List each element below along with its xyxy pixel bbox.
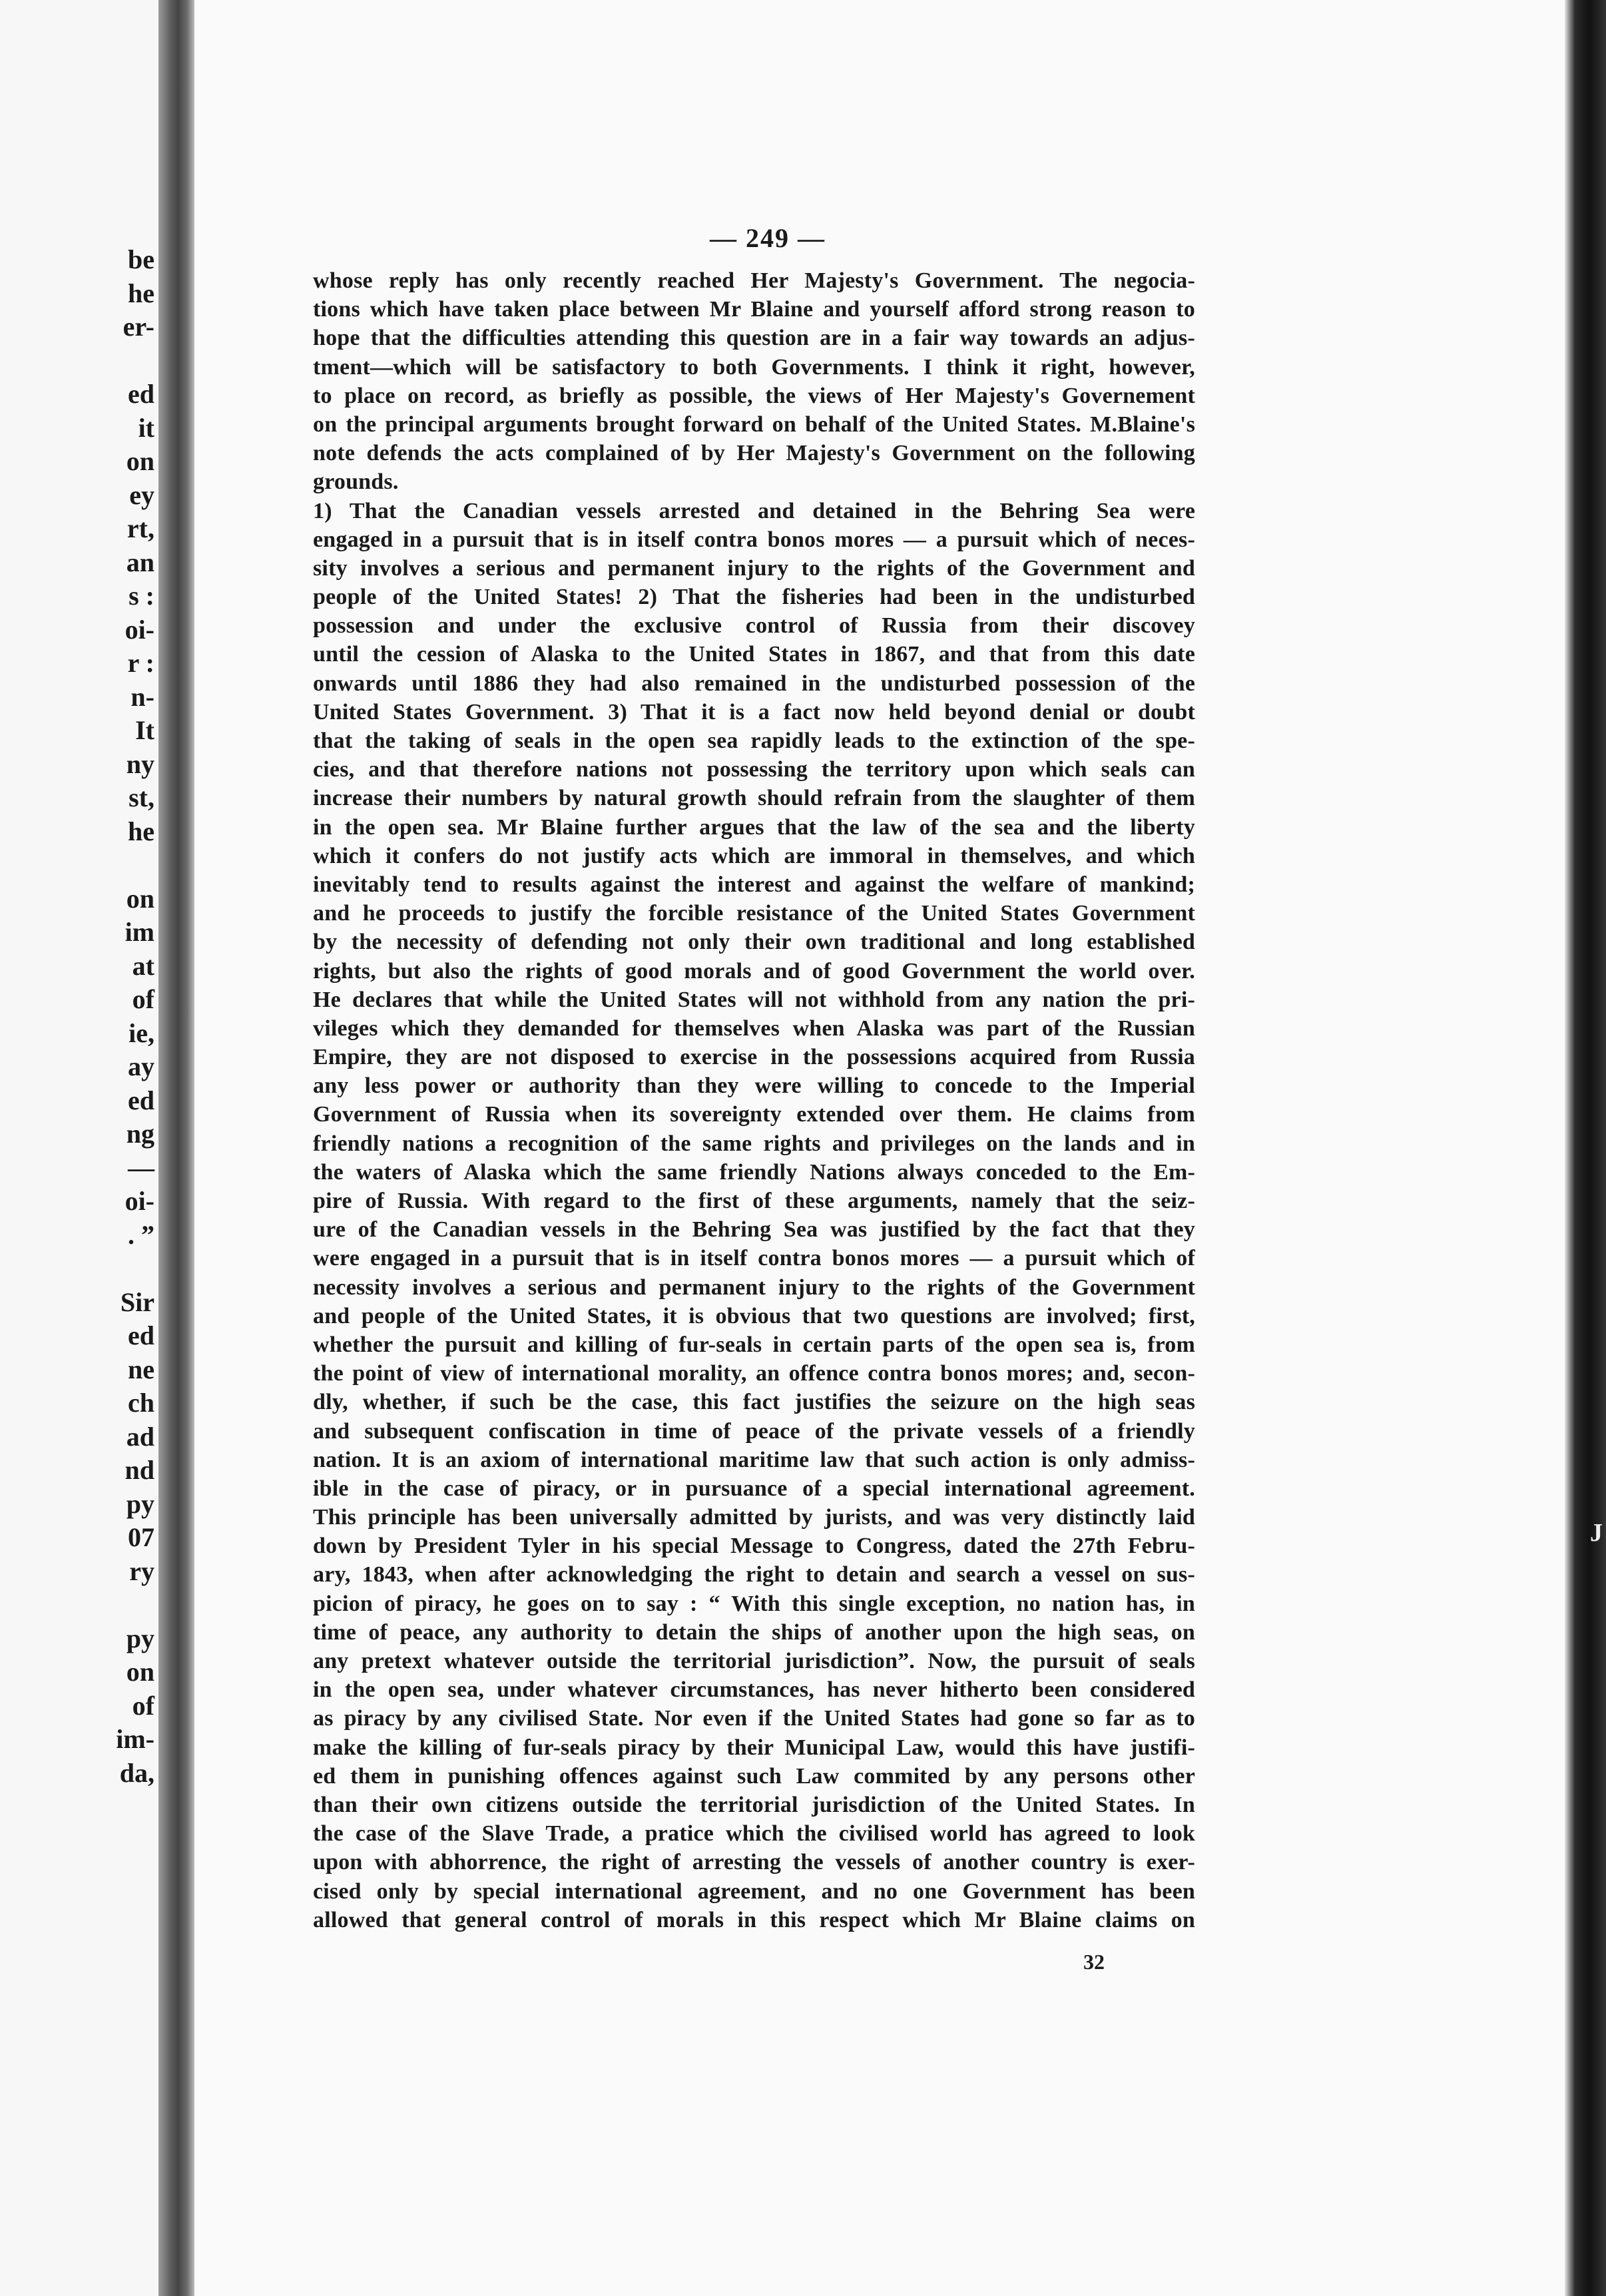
left-facing-page — [0, 0, 158, 2296]
left-page-fragment: at — [132, 950, 154, 981]
left-page-fragment: on — [126, 1657, 154, 1687]
left-page-fragment: he — [128, 816, 154, 846]
left-page-fragment: ay — [128, 1051, 154, 1081]
left-page-fragment: ed — [128, 1320, 154, 1350]
text-line: friendly nations a recognition of the same rights and privileges on the lands and in — [313, 1131, 1195, 1156]
text-line: nation. It is an axiom of international maritime law that such action is only admiss- — [313, 1447, 1195, 1472]
text-line: that the taking of seals in the open sea rapidly leads to the extinction of the spe- — [313, 728, 1195, 753]
left-page-fragment: oi- — [125, 1186, 154, 1216]
left-page-fragment: 07 — [128, 1522, 154, 1552]
page-number: — 249 — — [710, 223, 826, 253]
text-line: in the open sea. Mr Blaine further argues that the law of the sea and the liberty — [313, 814, 1195, 840]
left-page-fragment: — — [128, 1152, 154, 1183]
text-line: down by President Tyler in his special Message to Congress, dated the 27th Febru- — [313, 1534, 1195, 1559]
text-line: vileges which they demanded for themselves when Alaska was part of the Russian — [313, 1015, 1195, 1041]
left-page-fragment: ad — [126, 1421, 154, 1452]
left-page-fragment: ey — [129, 479, 154, 510]
text-line: until the cession of Alaska to the United States in 1867, and that from this date — [313, 642, 1195, 667]
text-line: sity involves a serious and permanent injury to the rights of the Government and — [313, 555, 1195, 581]
left-page-fragment: Sir — [120, 1287, 154, 1317]
left-page-fragment: nd — [125, 1455, 154, 1485]
text-line: onwards until 1886 they had also remained in the undisturbed possession of the — [313, 671, 1195, 696]
left-page-fragment: st, — [129, 782, 154, 812]
text-line: in the open sea, under whatever circumstances, has never hitherto been considered — [313, 1677, 1195, 1703]
left-page-fragment: n- — [131, 681, 154, 712]
text-line: ed them in punishing offences against such Law commited by any persons other — [313, 1763, 1195, 1789]
text-line: the waters of Alaska which the same friendly Nations always conceded to the Em- — [313, 1159, 1195, 1185]
text-line: were engaged in a pursuit that is in itself contra bonos mores — a pursuit which of — [313, 1246, 1195, 1271]
text-line: and people of the United States, it is obvious that two questions are involved; first, — [313, 1303, 1195, 1328]
left-page-fragment: ny — [126, 748, 154, 779]
text-line: inevitably tend to results against the interest and against the welfare of mankind; — [313, 872, 1195, 897]
text-line: to place on record, as briefly as possible, the views of Her Majesty's Governement — [313, 383, 1195, 408]
left-page-fragment: ng — [126, 1119, 154, 1149]
text-line: hope that the difficulties attending this question are in a fair way towards an adjus- — [313, 326, 1195, 351]
left-page-fragment: r : — [127, 648, 154, 678]
left-page-fragment: ry — [129, 1556, 154, 1586]
text-line: on the principal arguments brought forward on behalf of the United States. M.Blaine's — [313, 412, 1195, 437]
text-line: any less power or authority than they were willing to concede to the Imperial — [313, 1073, 1195, 1099]
right-page-edge — [1565, 0, 1606, 2296]
left-page-fragment: of — [132, 984, 154, 1014]
text-line: and subsequent confiscation in time of peace of the private vessels of a friendly — [313, 1418, 1195, 1444]
edge-mark: J — [1590, 1519, 1603, 1547]
text-line: than their own citizens outside the territorial jurisdiction of the United States. In — [313, 1792, 1195, 1817]
left-page-fragment: im- — [116, 1724, 154, 1754]
text-line: ary, 1843, when after acknowledging the right to detain and search a vessel on sus- — [313, 1562, 1195, 1587]
text-line: Government of Russia when its sovereignty extended over them. He claims from — [313, 1102, 1195, 1127]
text-line: rights, but also the rights of good morals and of good Government the world over. — [313, 958, 1195, 984]
text-line: 1) That the Canadian vessels arrested and detained in the Behring Sea were — [313, 498, 1195, 523]
text-line: possession and under the exclusive control of Russia from their discovey — [313, 613, 1195, 639]
left-page-fragment: ne — [128, 1354, 154, 1384]
text-line: necessity involves a serious and permanent injury to the rights of the Government — [313, 1275, 1195, 1300]
text-line: whose reply has only recently reached Her Majesty's Government. The negocia- — [313, 268, 1195, 293]
left-page-fragment: py — [126, 1488, 154, 1519]
text-line: allowed that general control of morals in this respect which Mr Blaine claims on — [313, 1907, 1195, 1932]
left-page-fragment: on — [126, 883, 154, 914]
left-page-fragment: s : — [129, 581, 154, 611]
left-page-fragment: It — [135, 715, 154, 745]
text-line: He declares that while the United States will not withhold from any nation the pri- — [313, 987, 1195, 1012]
text-line: cies, and that therefore nations not possessing the territory upon which seals can — [313, 757, 1195, 782]
text-line: and he proceeds to justify the forcible resistance of the United States Government — [313, 901, 1195, 926]
left-page-fragment: it — [138, 412, 154, 443]
text-line: which it confers do not justify acts which are immoral in themselves, and which — [313, 843, 1195, 868]
left-page-fragment: py — [126, 1623, 154, 1653]
left-page-fragment: ch — [128, 1388, 154, 1418]
left-page-fragment: be — [128, 244, 154, 274]
text-line: picion of piracy, he goes on to say : “ With this single exception, no nation has, in — [313, 1591, 1195, 1616]
text-line: upon with abhorrence, the right of arresting the vessels of another country is exer- — [313, 1850, 1195, 1875]
text-line: This principle has been universally admitted by jurists, and was very distinctly laid — [313, 1505, 1195, 1530]
text-line: people of the United States! 2) That the fisheries had been in the undisturbed — [313, 585, 1195, 610]
text-line: Empire, they are not disposed to exercise in the possessions acquired from Russia — [313, 1045, 1195, 1070]
text-line: as piracy by any civilised State. Nor even if the United States had gone so far as to — [313, 1706, 1195, 1731]
left-page-fragment: ed — [128, 379, 154, 409]
text-line: ible in the case of piracy, or in pursuance of a special international agreement. — [313, 1476, 1195, 1501]
text-line: time of peace, any authority to detain the ships of another upon the high seas, on — [313, 1619, 1195, 1645]
text-line: dly, whether, if such be the case, this fact justifies the seizure on the high seas — [313, 1390, 1195, 1415]
text-line: by the necessity of defending not only their own traditional and long established — [313, 930, 1195, 955]
left-page-fragment: ie, — [129, 1017, 154, 1048]
body-text — [313, 266, 1195, 1934]
text-line: the case of the Slave Trade, a pratice which the civilised world has agreed to look — [313, 1821, 1195, 1847]
text-line: note defends the acts complained of by Her Majesty's Government on the following — [313, 441, 1195, 466]
left-page-fragment: ed — [128, 1085, 154, 1115]
text-line: United States Government. 3) That it is a fact now held beyond denial or doubt — [313, 699, 1195, 724]
book-gutter — [158, 0, 194, 2296]
text-line: the point of view of international morality, an offence contra bonos mores; and, secon- — [313, 1361, 1195, 1386]
left-page-fragment: da, — [119, 1757, 154, 1788]
left-page-fragment: . ” — [128, 1219, 154, 1250]
text-line: tment—which will be satisfactory to both Governments. I think it right, however, — [313, 354, 1195, 380]
left-page-fragment: oi- — [125, 614, 154, 645]
left-page-fragment: he — [128, 278, 154, 308]
text-line: engaged in a pursuit that is in itself contra bonos mores — a pursuit which of neces- — [313, 527, 1195, 552]
text-line: ure of the Canadian vessels in the Behring Sea was justified by the fact that they — [313, 1217, 1195, 1243]
text-line: cised only by special international agreement, and no one Government has been — [313, 1878, 1195, 1904]
left-page-fragment: im — [125, 917, 154, 947]
left-page-fragment: er- — [123, 312, 154, 342]
signature-mark: 32 — [1083, 1950, 1105, 1974]
left-page-fragment: on — [126, 446, 154, 476]
text-line: tions which have taken place between Mr Blaine and yourself afford strong reason to — [313, 297, 1195, 322]
text-line: whether the pursuit and killing of fur-seals in certain parts of the open sea is, from — [313, 1332, 1195, 1357]
left-page-fragment: rt, — [127, 513, 154, 543]
left-page-fragment: an — [126, 547, 154, 577]
text-line: make the killing of fur-seals piracy by their Municipal Law, would this have justifi- — [313, 1735, 1195, 1760]
text-line: any pretext whatever outside the territorial jurisdiction”. Now, the pursuit of seals — [313, 1649, 1195, 1673]
left-page-fragment: of — [132, 1690, 154, 1721]
text-line: grounds. — [313, 469, 399, 495]
text-line: increase their numbers by natural growth should refrain from the slaughter of them — [313, 786, 1195, 811]
text-line: pire of Russia. With regard to the first of these arguments, namely that the seiz- — [313, 1189, 1195, 1213]
